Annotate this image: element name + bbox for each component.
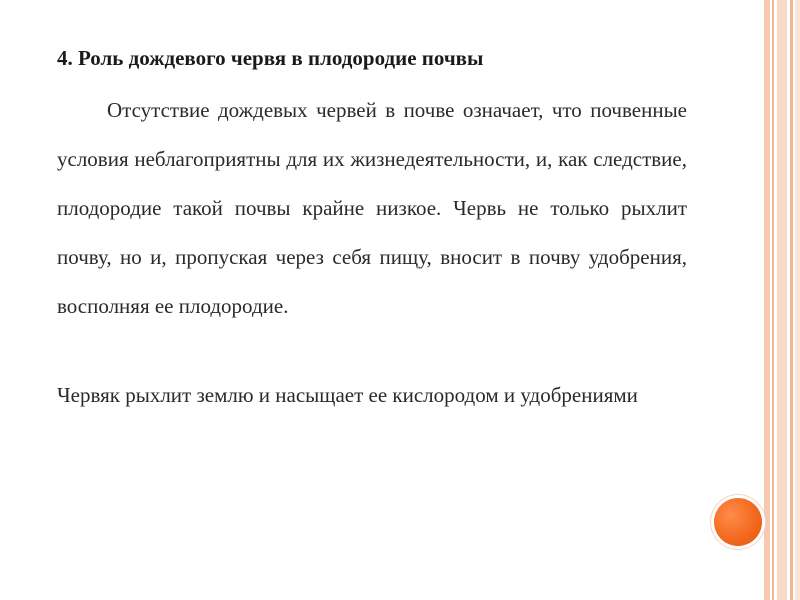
slide-heading: 4. Роль дождевого червя в плодородие почвы xyxy=(57,46,484,70)
decorative-stripe xyxy=(790,0,793,600)
slide-note: Червяк рыхлит землю и насыщает ее кислородом и удобрениями xyxy=(57,383,638,407)
decorative-stripe xyxy=(772,0,774,600)
decorative-circle-icon xyxy=(714,498,762,546)
slide-paragraph: Отсутствие дождевых червей в почве означает, что почвенные условия неблагоприятны для их жизнедеятельности, и, как следствие, плодородие такой почвы крайне низкое. Червь не только рыхлит почву, но и, пропуская через себя пищу, вносит в почву удобрения, восполняя ее плодородие. xyxy=(57,98,687,318)
decorative-stripe xyxy=(777,0,787,600)
decorative-stripe xyxy=(795,0,800,600)
decorative-stripe xyxy=(764,0,770,600)
